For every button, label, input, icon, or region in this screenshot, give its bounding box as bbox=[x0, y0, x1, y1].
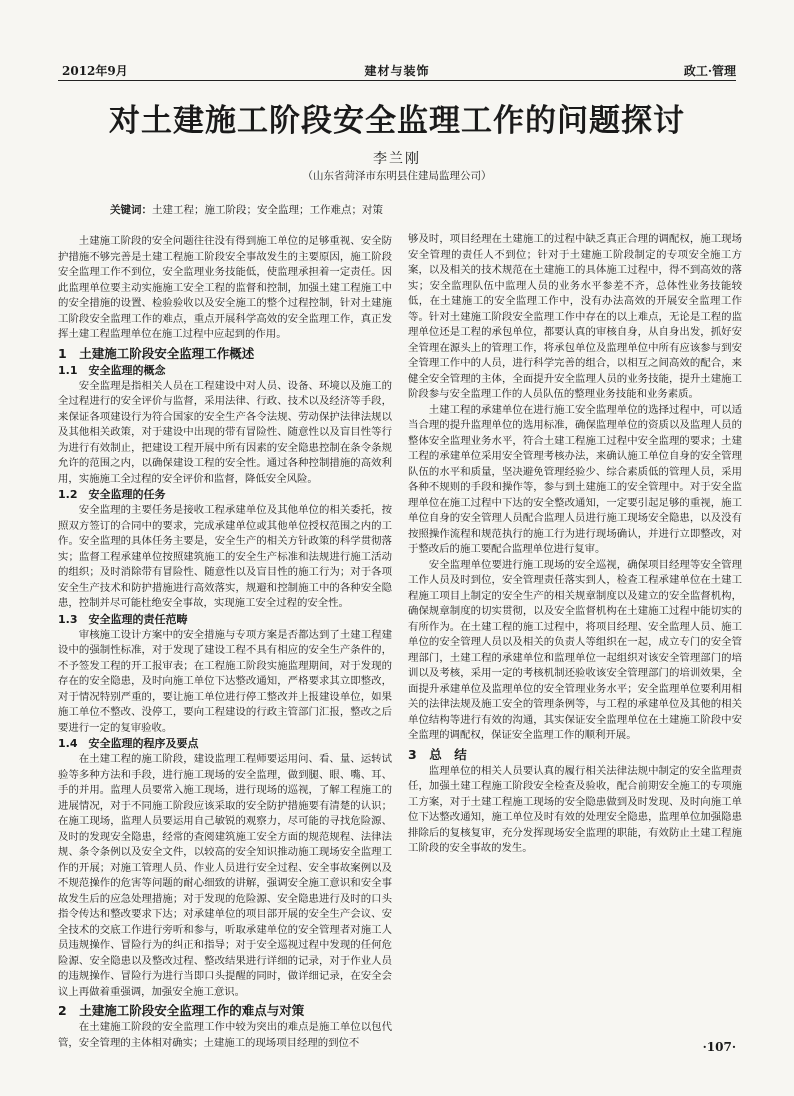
intro-paragraph: 土建施工阶段的安全问题往往没有得到施工单位的足够重视、安全防护措施不够完善是土建工程施工阶段安全事故发生的主要原因，施工阶段安全监理工作不到位，安全监理业务技能低，使监理承担着一定责任。因此监理单位要主动实施施工安全工程的监督和控制，加强土建工程施工中的安全措施的设置、检验验收以及安全施工的整个过程控制，针对土建施工阶段安全监理工作的难点，重点开展科学高效的安全监理工作，真正发挥土建工程监理单位在施工过程中应起到的作用。 bbox=[58, 235, 392, 340]
right-column bbox=[408, 232, 742, 857]
left-column bbox=[58, 234, 392, 1051]
keywords-label: 关键词： bbox=[110, 204, 152, 216]
section-heading-2: 2 土建施工阶段安全监理工作的难点与对策 bbox=[58, 1003, 305, 1018]
article-author: 李兰刚 bbox=[373, 151, 421, 167]
header-divider bbox=[58, 80, 736, 81]
paragraph-2-3: 安全监理单位要进行施工现场的安全巡视，确保项目经理等安全管理工作人员及时到位，安全管理责任落实到人，检查工程承建单位在土建工程施工项目上制定的安全生产的相关规章制度以及建立的安全监督机构，确保规章制度的切实贯彻，以及安全监督机构在土建施工过程中能切实的有所作为。在土建工程的施工过程中，将项目经理、安全监理人员、施工单位的安全管理人员以及相关的负责人等组织在一起，成立专门的安全管理部门，土建工程的承建单位和监理单位一起组织对该安全管理部门的培训以及考核，采用一定的考核机制还验收该安全管理部门的培训效果，全面提升承建单位及监理单位的安全管理业务水平；安全监理单位要利用相关的法律法规及施工安全的管理条例等，与工程的承建单位及其他的相关单位结构等进行有效的沟通，其实保证安全监理单位在土建施工阶段中安全监理的调配权，保证安全监理工作的顺利开展。 bbox=[408, 558, 742, 741]
paragraph-1-1: 安全监理是指相关人员在工程建设中对人员、设备、环境以及施工的全过程进行的安全评价与监督，采用法律、行政、技术以及经济等手段，来保证各项建设行为符合国家的安全生产各令法规、劳动保护法律法规以及其他相关政策，对于建设中出现的带有冒险性、随意性以及盲目性等行为进行有效制止，把建设工程开展中所有因素的安全隐患控制在条令条规允许的范围之内，以确保建设工程的安全性。通过各种控制措施的高效利用，实施施工全过程的安全评价和监督，降低安全风险。 bbox=[58, 379, 392, 485]
header-journal-name: 建材与装饰 bbox=[364, 64, 430, 78]
header-date: 2012年9月 bbox=[62, 64, 128, 78]
paragraph-3: 监理单位的相关人员要认真的履行相关法律法规中制定的安全监理责任，加强土建工程施工阶段安全检查及验收，配合前期安全施工的专项施工方案，对于土建工程施工现场的安全隐患做到及时发现、及时向施工单位下达整改通知，施工单位及时有效的处理安全隐患，监理单位加强隐患排除后的复核复审，充分发挥现场安全监理的职能，有效防止土建工程施工阶段的安全事故的发生。 bbox=[408, 764, 742, 854]
subsection-heading-1-3: 1.3 安全监理的责任范畴 bbox=[58, 612, 188, 626]
paragraph-1-3: 审核施工设计方案中的安全措施与专项方案是否都达到了土建工程建设中的强制性标准，对于发现了建设工程不具有相应的安全生产条件的，不予签发工程的开工报审表；在工程施工阶段实施监理期间，对于发现的存在的安全隐患，及时向施工单位下达整改通知，严格要求其立即整改，对于情况特别严重的，要让施工单位进行停工整改并上报建设单位，如果施工单位不整改、没停工，要向工程建设的行政主管部门汇报，整改之后要进行一定的复审验收。 bbox=[58, 628, 392, 734]
keywords-line bbox=[110, 202, 710, 217]
keywords-text: 土建工程；施工阶段；安全监理；工作难点；对策 bbox=[152, 204, 383, 216]
section-heading-3: 3 总 结 bbox=[408, 746, 467, 762]
author-affiliation: （山东省菏泽市东明县住建局监理公司） bbox=[302, 170, 492, 182]
section-heading-1: 1 土建施工阶段安全监理工作概述 bbox=[58, 345, 255, 361]
paragraph-1-4: 在土建工程的施工阶段，建设监理工程师要运用问、看、量、运转试验等多种方法和手段，进行施工现场的安全监理，做到腿、眼、嘴、耳、手的并用。监理人员要常入施工现场，进行现场的巡视，了解工程施工的进展情况，对于不同施工阶段应该采取的安全防护措施要有清楚的认识；在施工现场，监理人员要运用自己敏锐的观察力，尽可能的寻找危险源、及时的发现安全隐患，经常的查阅建筑施工安全方面的规范规程、法律法规、条令条例以及安全文件，以较高的安全知识推动施工现场安全监理工作的开展；对施工管理人员、作业人员进行安全过程、安全事故案例以及不规范操作的危害等问题的耐心细致的讲解，强调安全施工意识和安全事故发生后的应急处理措施；对于发现的危险源、安全隐患进行及时的口头指令传达和整改要求下达；对承建单位的项目部开展的安全生产会议、安全技术的交底工作进行旁听和参与，听取承建单位的安全管理者对施工人员违规操作、冒险行为的纠正和指导；对于安全巡视过程中发现的任何危险源、安全隐患以及整改过程、整改结果进行详细的记录，对于作业人员的违规操作、冒险行为进行当即口头提醒的同时，做详细记录，在安全会议上再做着重强调，加强安全施工意识。 bbox=[58, 753, 392, 998]
subsection-heading-1-2: 1.2 安全监理的任务 bbox=[58, 488, 166, 501]
paragraph-2-1-continued: 够及时，项目经理在土建施工的过程中缺乏真正合理的调配权，施工现场安全管理的责任人不到位；针对于土建施工阶段制定的专项安全施工方案，以及相关的技术规范在土建施工的具体施工过程中，得不到高效的落实；安全监理队伍中监理人员的业务水平参差不齐，总体性业务技能较低，在土建施工的安全监理工作中，没有办法高效的开展安全监理工作等。针对土建施工阶段安全监理工作中存在的以上难点，无论是工程的监理单位还是工程的承包单位，都要认真的审核自身，从自身出发，抓好安全管理在源头上的管理工作，将承包单位及监理单位中所有应该参与到安全管理工作中的人员，进行科学完善的组合，以相互之间高效的配合，来健全安全管理的主体，全面提升安全监理人员的业务技能，提升土建施工阶段参与安全监理工作的人员队伍的整理业务技能和业务素质。 bbox=[408, 233, 742, 400]
page-number: ·107· bbox=[702, 1040, 736, 1054]
paragraph-2-1: 在土建施工阶段的安全监理工作中较为突出的难点是施工单位以包代管，安全管理的主体相对确实；土建施工的现场项目经理的到位不 bbox=[58, 1021, 392, 1049]
subsection-heading-1-4: 1.4 安全监理的程序及要点 bbox=[58, 737, 199, 750]
article-title: 对土建施工阶段安全监理工作的问题探讨 bbox=[109, 103, 685, 139]
subsection-heading-1-1: 1.1 安全监理的概念 bbox=[58, 363, 166, 377]
paragraph-2-2: 土建工程的承建单位在进行施工安全监理单位的选择过程中，可以适当合理的提升监理单位的选用标准，确保监理单位的资质以及监理人员的整体安全监理业务水平，符合土建工程施工过程中安全监理的要求；土建工程的承建单位采用安全管理考核办法，来确认施工单位自身的安全管理队伍的水平和质量，坚决避免管理经验少、综合素质低的管理人员，采用各种不规则的手段和操作等，参与到土建施工的安全管理中。对于安全监理单位在施工过程中下达的安全整改通知，一定要引起足够的重视，施工单位自身的安全管理人员配合监理人员进行施工现场安全隐患，以及没有按照操作流程和规范执行的施工行为进行现场确认，并进行立即整改，对于整改后的施工要配合监理单位进行复审。 bbox=[408, 403, 742, 555]
header-section: 政工·管理 bbox=[683, 64, 736, 78]
paragraph-1-2: 安全监理的主要任务是接收工程承建单位及其他单位的相关委托，按照双方签订的合同中的要求，完成承建单位或其他单位授权范围之内的工作。安全监理的具体任务主要是，安全生产的相关方针政策的科学贯彻落实；监督工程承建单位按照建筑施工的安全生产标准和法规进行施工活动的组织；及时消除带有冒险性、随意性以及盲目性的施工行为；对于各项安全生产技术和防护措施进行高效落实，规避和控制施工中的各种安全隐患，控制并尽可能杜绝安全事故，实现施工安全过程的安全性。 bbox=[58, 504, 392, 609]
